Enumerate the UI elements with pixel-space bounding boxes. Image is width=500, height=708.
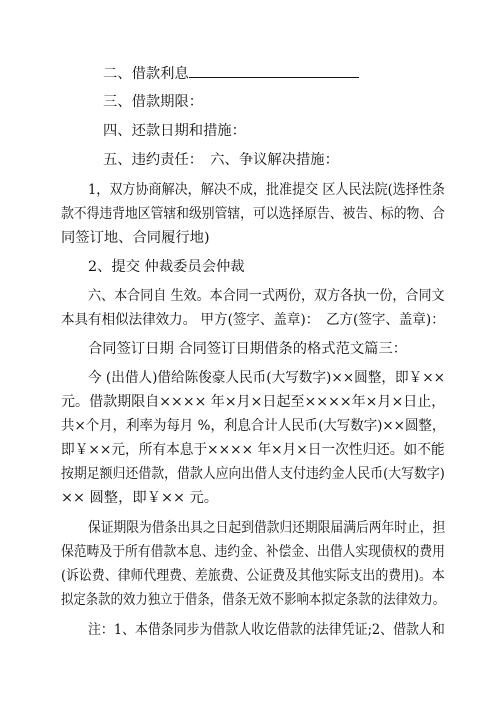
line-section-heading: 合同签订日期 合同签订日期借条的格式范文篇三： (88, 341, 408, 357)
line-iou-1: 今 (出借人)借给陈俊豪人民币(大写数字)××圆整，即￥×× (88, 370, 446, 386)
line-para-1: 1，双方协商解决，解决不成，批准提交 区人民法院(选择性条 (88, 182, 445, 198)
line-borrow-interest (103, 63, 359, 84)
line-iou-3: 共×个月，利率为每月 %，利息合计人民币(大写数字)××圆整， (61, 418, 446, 434)
line-para-2: 款不得违背地区管辖和级别管辖，可以选择原告、被告、标的物、合 (61, 206, 445, 222)
line-iou-5: 按期足额归还借款，借款人应向出借人支付违约金人民币(大写数字) (61, 466, 445, 482)
line-iou-2: 元。借款期限自×××× 年×月×日起至××××年×月×日止， (61, 394, 446, 410)
line-guarantee-2: 保范畴及于所有借款本息、违约金、补偿金、出借人实现债权的费用 (61, 544, 445, 560)
fill-in-blank (189, 63, 359, 78)
line-liability: 五、违约责任： 六、争议解决措施： (103, 152, 339, 168)
line-borrow-term: 三、借款期限： (103, 94, 204, 110)
line-iou-6: ×× 圆整，即￥×× 元。 (61, 490, 219, 506)
line-arbitration: 2、提交 仲裁委员会仲裁 (88, 259, 245, 275)
line-guarantee-4: 拟定条款的效力独立于借条，借条无效不影响本拟定条款的法律效力。 (61, 592, 446, 608)
line-para-3: 同签订地、合同履行地) (61, 230, 210, 246)
line-note: 注：1、本借条同步为借款人收讫借款的法律凭证;2、借款人和 (88, 622, 445, 638)
line-guarantee-1: 保证期限为借条出具之日起到借款归还期限届满后两年时止，担 (88, 520, 446, 536)
line-iou-4: 即￥××元，所有本息于×××× 年×月×日一次性归还。如不能 (61, 442, 445, 458)
line-repayment: 四、还款日期和措施： (103, 123, 246, 139)
line-signatures: 本具有相似法律效力。 甲方(签字、盖章)： 乙方(签字、盖章)： (61, 312, 445, 328)
line-effective: 六、本合同自 生效。本合同一式两份，双方各执一份，合同文 (88, 288, 445, 304)
line-guarantee-3: (诉讼费、律师代理费、差旅费、公证费及其他实际支出的费用)。本 (61, 568, 445, 584)
text: 二、借款利息 (103, 66, 189, 82)
